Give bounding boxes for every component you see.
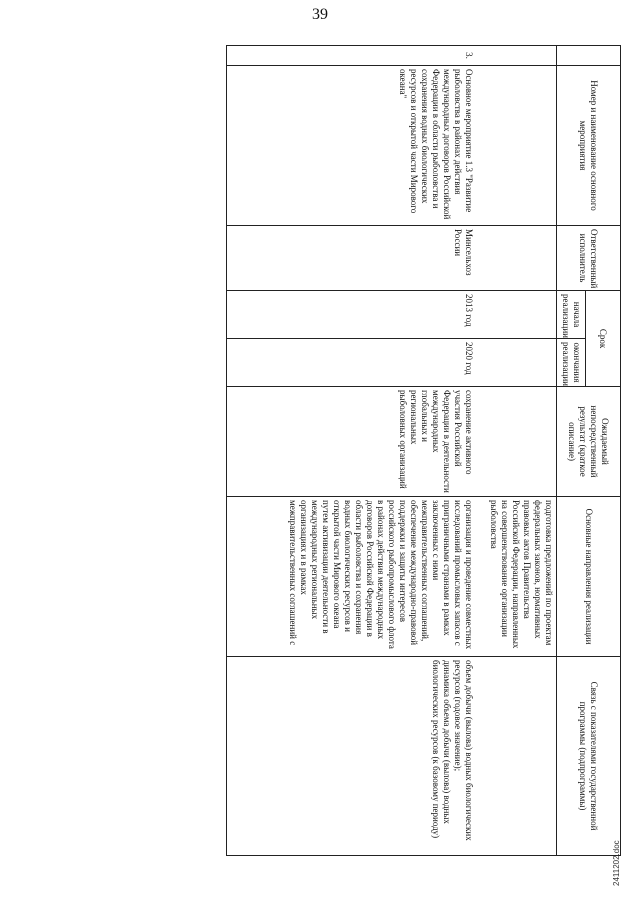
cell-empty [477,339,557,387]
header-row [586,46,621,856]
row-executor: Минсельхоз России [227,226,477,291]
header-indicators: Связь с показателями государственной программы (подпрограммы) [557,657,621,856]
header-result: Ожидаемый непосредственный результат (краткое описание) [557,387,621,497]
header-term-end: окончания реализации [557,339,586,387]
cell-empty [477,46,557,66]
row-number: 3. [227,46,477,66]
cell-empty [477,657,557,856]
cell-empty [477,291,557,339]
cell-empty [477,226,557,291]
cell-empty [477,66,557,226]
rotated-table-page [119,45,621,855]
header-executor: Ответственный исполнитель [557,226,621,291]
header-term-start: начала реализации [557,291,586,339]
indicator-item: объем добычи (вылова) водных биологических ресурсов (годовое значение); [453,660,475,841]
row-result: сохранение активного участия Российской Федерации в деятельности международных глобальных и региональных рыболовных организаций [227,387,477,497]
row-directions: организация и проведение совместных исследований промысловых запасов с приграничными странами в рамках заключенных с ними межправительственных соглашений, обеспечение международно-правовой поддержки и защиты интересов российского рыбопромыслового флота в районах действия международных договоров Российской Федерации в области рыболовства и сохранения водных биологических ресурсов и открытой части Мирового океана путем активизации деятельности в международных региональных организациях и в рамках межправительственных соглашений с [227,497,477,657]
header-number-name: Номер и наименование основного мероприятия [557,66,621,226]
program-table [226,45,621,856]
indicator-item: динамика объема добычи (вылова) водных биологических ресурсов (к базовому периоду) [431,660,453,839]
row-start: 2013 год [227,291,477,339]
row-indicators [227,657,477,856]
header-index [557,46,621,66]
footer-filename: 2411202.doc [612,840,621,886]
row-end: 2020 год [227,339,477,387]
row-name: Основное мероприятие 1.3 "Развитие рыболовства в районах действия международных договоров Российской Федерации в области рыболовства и сохранения водных биологических ресурсов и открытой части Мирового океана" [227,66,477,226]
page-number: 39 [312,6,328,23]
header-directions: Основные направления реализации [557,497,621,657]
cell-empty [477,387,557,497]
continuation-directions: подготовка предложений по проектам федеральных законов, нормативных правовых актов Правительства Российской Федерации, направленных на совершенствование организации рыболовства [477,497,557,657]
continuation-row [477,46,557,856]
header-term: Срок [586,291,621,387]
table-row [227,46,477,856]
